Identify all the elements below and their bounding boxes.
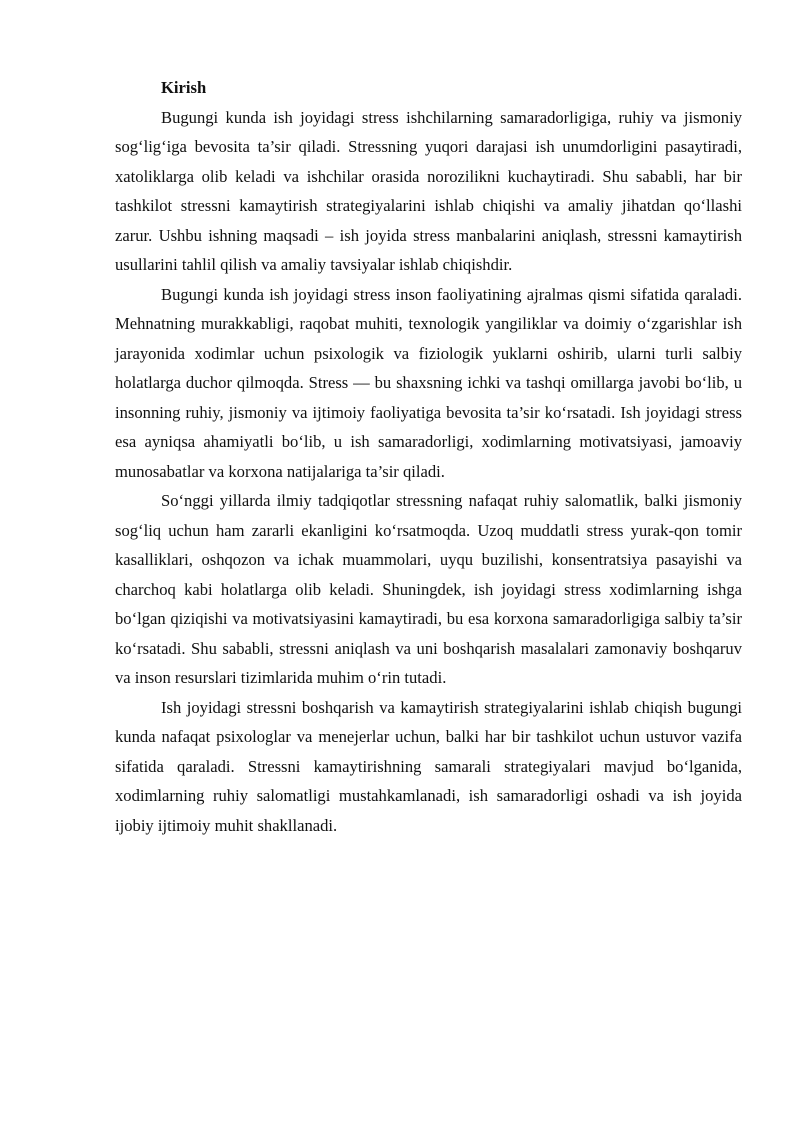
paragraph-2: Bugungi kunda ish joyidagi stress inson faoliyatining ajralmas qismi sifatida qaraladi. Mehnatning murakkabligi, raqobat muhiti, texnologik yangiliklar va doimiy o‘zgarishlar ish jarayonida xodimlar uchun psixologik va fiziologik yuklarni oshirib, ularni turli salbiy holatlarga duchor qilmoqda. Stress — bu shaxsning ichki va tashqi omillarga javobi bo‘lib, u insonning ruhiy, jismoniy va ijtimoiy faoliyatiga bevosita ta’sir ko‘rsatadi. Ish joyidagi stress esa ayniqsa ahamiyatli bo‘lib, u ish samaradorligi, xodimlarning motivatsiyasi, jamoaviy munosabatlar va korxona natijalariga ta’sir qiladi. <box>115 284 742 481</box>
paragraph-4: Ish joyidagi stressni boshqarish va kamaytirish strategiyalarini ishlab chiqish bugungi kunda nafaqat psixologlar va menejerlar uchun, balki har bir tashkilot uchun ustuvor vazifa sifatida qaraladi. Stressni kamaytirishning samarali strategiyalari mavjud bo‘lganida, xodimlarning ruhiy salomatligi mustahkamlanadi, ish samaradorligi oshadi va ish joyida ijobiy ijtimoiy muhit shakllanadi. <box>115 697 742 835</box>
paragraph-1: Bugungi kunda ish joyidagi stress ishchilarning samaradorligiga, ruhiy va jismoniy sog‘lig‘iga bevosita ta’sir qiladi. Stressning yuqori darajasi ish unumdorligini pasaytiradi, xatoliklarga olib keladi va ishchilar orasida norozilikni kuchaytiradi. Shu sababli, har bir tashkilot stressni kamaytirish strategiyalarini ishlab chiqishi va amaliy jihatdan qo‘llashi zarur. Ushbu ishning maqsadi – ish joyida stress manbalarini aniqlash, stressni kamaytirish usullarini tahlil qilish va amaliy tavsiyalar ishlab chiqishdir. <box>115 107 742 274</box>
paragraph-3: So‘nggi yillarda ilmiy tadqiqotlar stressning nafaqat ruhiy salomatlik, balki jismoniy sog‘liq uchun ham zararli ekanligini ko‘rsatmoqda. Uzoq muddatli stress yurak-qon tomir kasalliklari, oshqozon va ichak muammolari, uyqu buzilishi, konsentratsiya pasayishi va charchoq kabi holatlarga olib keladi. Shuningdek, ish joyidagi stress xodimlarning ishga bo‘lgan qiziqishi va motivatsiyasini kamaytiradi, bu esa korxona samaradorligiga salbiy ta’sir ko‘rsatadi. Shu sababli, stressni aniqlash va uni boshqarish masalalari zamonaviy boshqaruv va inson resurslari tizimlarida muhim o‘rin tutadi. <box>115 491 742 687</box>
section-heading: Kirish <box>161 78 207 97</box>
document-body <box>115 73 742 840</box>
